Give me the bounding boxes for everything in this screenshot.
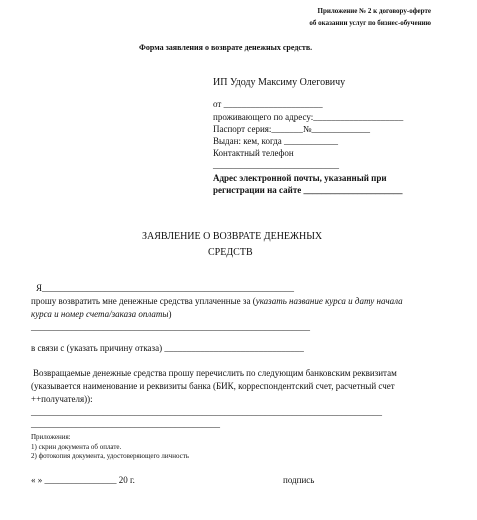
residence-line: проживающего по адресу:____________________ <box>213 112 404 122</box>
request-line-2 <box>31 309 172 319</box>
request-fill-line: ______________________________________________________________ <box>31 322 310 332</box>
email-label-1: Адрес электронной почты, указанный при <box>213 173 387 183</box>
appendix-line-2: об оказании услуг по бизнес-обучению <box>309 19 431 27</box>
form-title: Форма заявления о возврате денежных средств. <box>139 43 313 52</box>
phone-line: ____________________________ <box>213 160 339 170</box>
bank-details-line-1: ______________________________________________________________________________ <box>31 407 382 417</box>
date-line: « » ________________ 20 г. <box>31 475 135 485</box>
attachments-title: Приложения: <box>31 433 71 441</box>
request-plain: прошу возвратить мне денежные средства уплаченные за ( <box>31 296 256 306</box>
from-line: от ______________________ <box>213 99 323 109</box>
request-line-1 <box>31 296 403 306</box>
email-label-2: регистрации на сайте ______________________ <box>213 185 403 195</box>
statement-title-line-1: ЗАЯВЛЕНИЕ О ВОЗВРАТЕ ДЕНЕЖНЫХ <box>142 231 323 242</box>
refund-line-2: (указывается наименование и реквизиты банка (БИК, корреспондентский счет, расчетный счет <box>31 381 395 391</box>
request-close: ) <box>168 309 172 319</box>
phone-label: Контактный телефон <box>213 148 294 158</box>
statement-title-line-2: СРЕДСТВ <box>208 247 253 258</box>
request-italic-1: указать название курса и дату начала <box>255 296 403 306</box>
applicant-line: Я________________________________________________________ <box>36 283 295 293</box>
reason-line: в связи с (указать причину отказа) _______________________________ <box>31 343 304 353</box>
addressee: ИП Удоду Максиму Олеговичу <box>213 77 346 88</box>
signature-label: подпись <box>283 475 315 485</box>
request-italic-2: курса и номер счета/заказа оплаты <box>31 309 169 319</box>
attachment-item-2: 2) фотокопия документа, удостоверяющего личность <box>31 452 189 460</box>
refund-line-1: Возвращаемые денежные средства прошу перечислить по следующим банковским реквизитам <box>33 368 397 378</box>
attachment-item-1: 1) скрин документа об оплате. <box>31 443 122 451</box>
issued-line: Выдан: кем, когда ____________ <box>213 136 339 146</box>
bank-details-line-2: __________________________________________ <box>31 419 220 429</box>
passport-line: Паспорт серия:_______№_____________ <box>213 124 371 134</box>
appendix-line-1: Приложение № 2 к договору-оферте <box>317 7 431 15</box>
refund-line-3: ++получателя)): <box>31 394 93 404</box>
